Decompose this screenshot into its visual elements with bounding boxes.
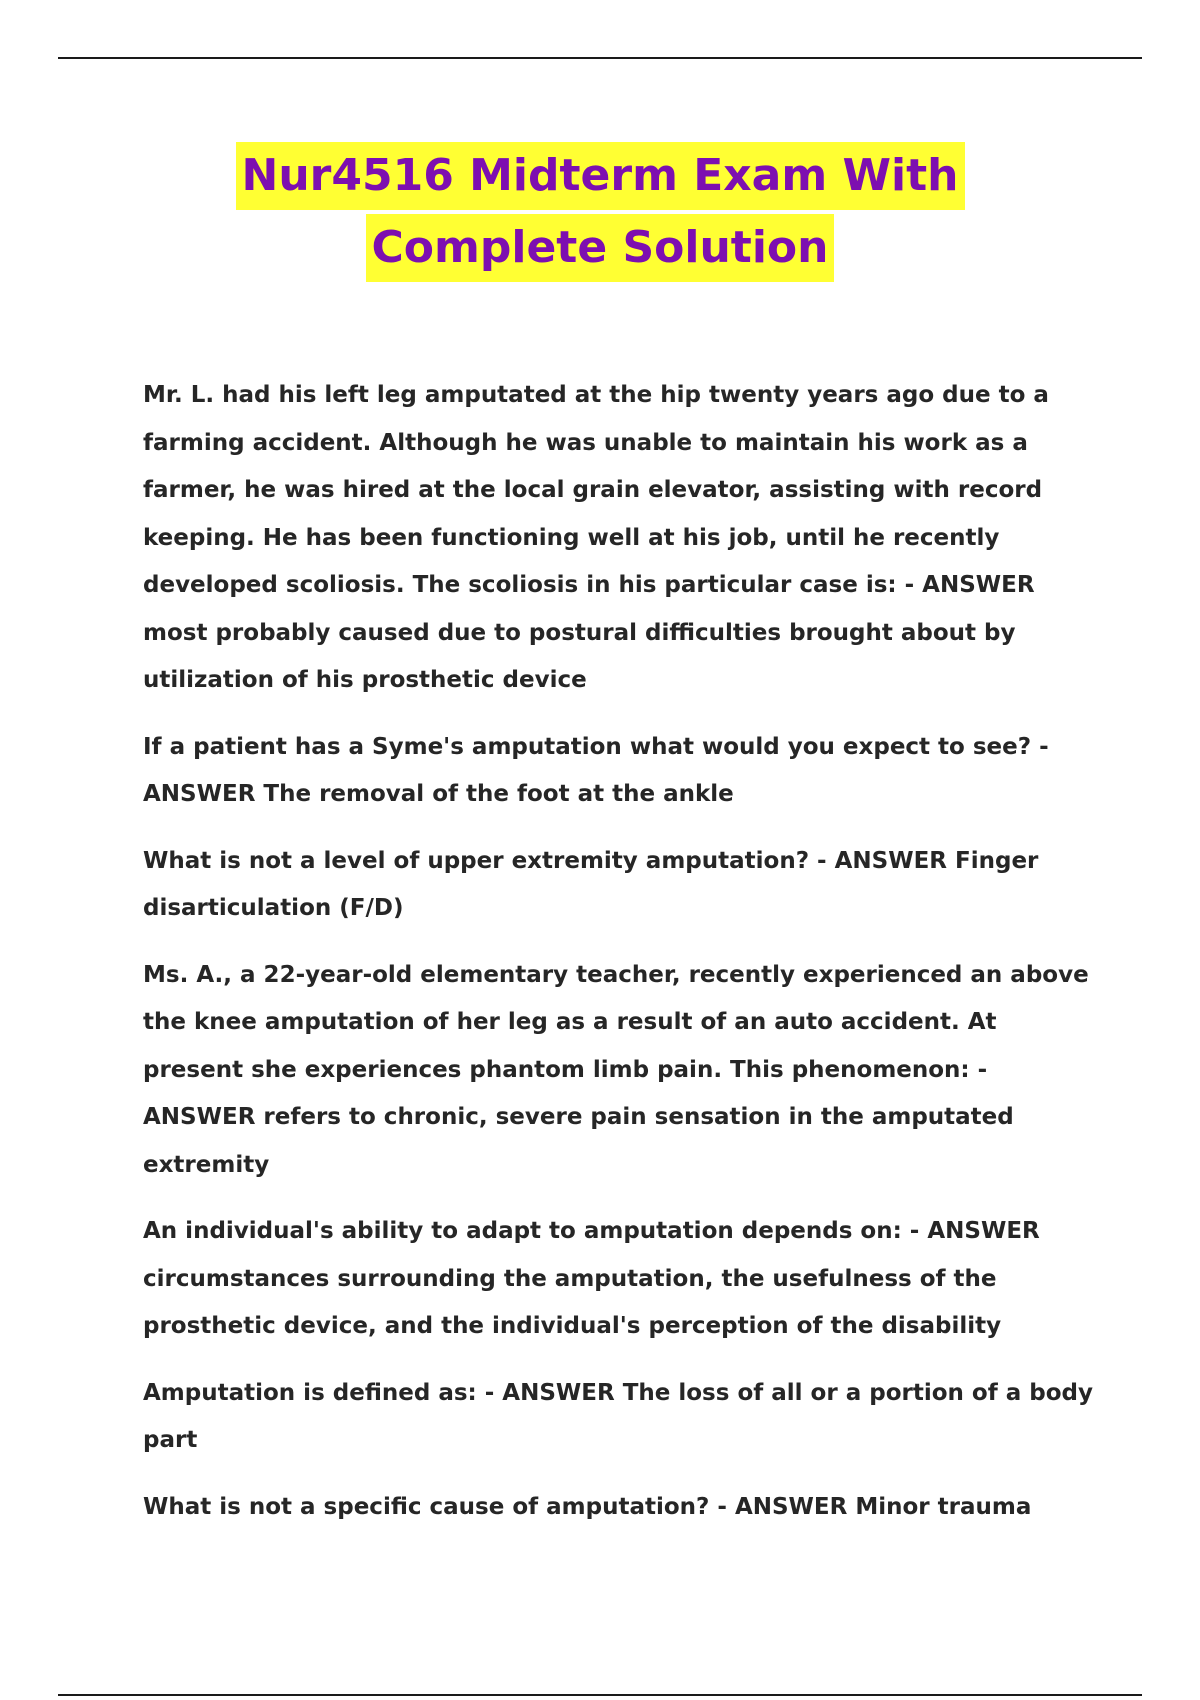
title-line-2: Complete Solution xyxy=(366,214,835,282)
qa-item: What is not a specific cause of amputation? - ANSWER Minor trauma xyxy=(143,1493,1032,1520)
qa-item: Mr. L. had his left leg amputated at the hip twenty years ago due to a farming accident. Although he was unable to maintain his work as a farmer, he was hired at the local grain elevator, assisting with record keeping. He has been functioning well at his job, until he recently developed scoliosis. The scoliosis in his particular case is: - ANSWER most probably caused due to postural difficulties brought about by utilization of his prosthetic device xyxy=(143,382,1049,693)
bottom-rule xyxy=(58,1694,1142,1696)
document-title xyxy=(0,142,1200,282)
top-rule xyxy=(58,57,1142,59)
qa-item: Ms. A., a 22-year-old elementary teacher, recently experienced an above the knee amputation of her leg as a result of an auto accident. At present she experiences phantom limb pain. This phenomenon: - ANSWER refers to chronic, severe pain sensation in the amputated extremity xyxy=(143,961,1089,1178)
qa-list xyxy=(143,372,1103,1550)
qa-item: Amputation is defined as: - ANSWER The loss of all or a portion of a body part xyxy=(143,1379,1093,1453)
qa-item: An individual's ability to adapt to amputation depends on: - ANSWER circumstances surrounding the amputation, the usefulness of the prosthetic device, and the individual's perception of the disability xyxy=(143,1218,1040,1339)
qa-item: If a patient has a Syme's amputation what would you expect to see? - ANSWER The removal of the foot at the ankle xyxy=(143,733,1049,807)
title-line-1: Nur4516 Midterm Exam With xyxy=(236,142,965,210)
qa-item: What is not a level of upper extremity amputation? - ANSWER Finger disarticulation (F/D) xyxy=(143,847,1039,921)
